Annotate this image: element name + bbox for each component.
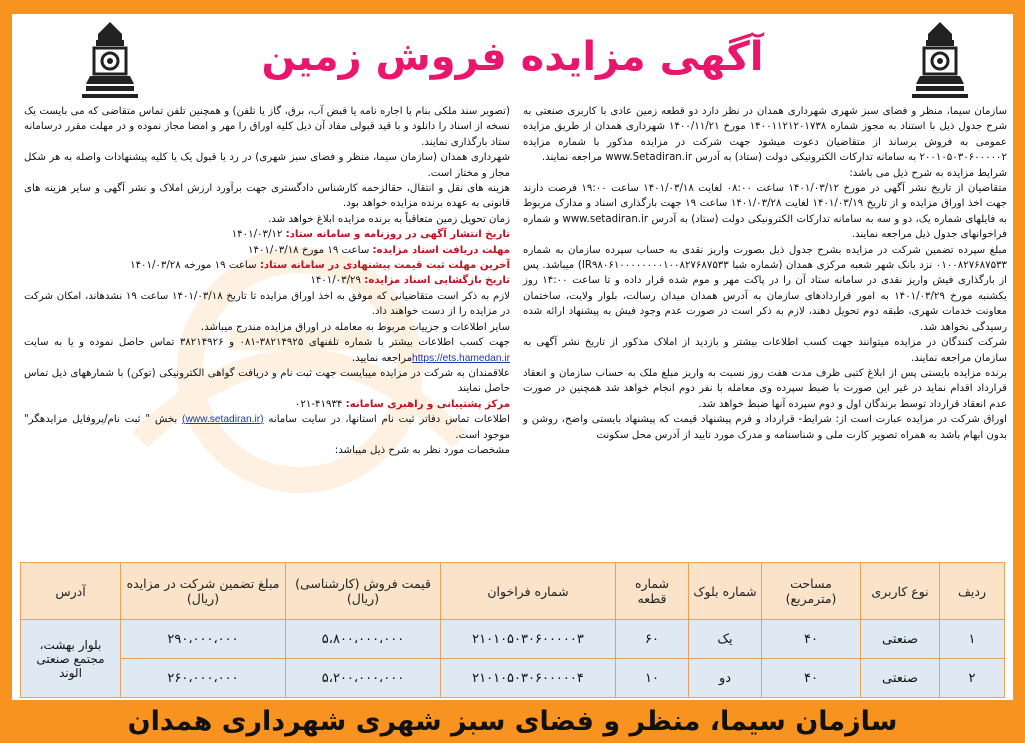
header-area: مساحت (مترمربع): [762, 563, 861, 620]
token-paragraph: علاقمندان به شرکت در مزایده میبایست جهت ثبت نام و دریافت گواهی الکترونیکی (توکن) با شمارههای ذیل تماس حاصل نمایند: [24, 367, 510, 395]
documents-paragraph: اوراق شرکت در مزایده عبارت است از: شرایط- قرارداد و فرم پیشنهاد قیمت که پیشنهاد بایستی واضح، روشن و بدون ابهام باشد به همراه تصویر کارت ملی و شناسنامه و مدرک مورد تایید از آدرس محل سکونت: [523, 414, 1007, 441]
documents-continued: (تصویر سند ملکی بنام یا اجاره نامه یا قبض آب، برق، گاز یا تلفن) و همچنین تلفن تماس متقاضی که می بایست یک نسخه از اسناد را دانلود و با قید قبولی مفاد آن ذیل کلیه اوراق را مهر و امضا مجاز نموده و در مهلت مقرر درسامانه ستاد بارگذاری نمایند.: [24, 106, 510, 148]
cell-address: بلوار بهشت، مجتمع صنعتی الوند: [21, 620, 121, 698]
left-border: [0, 0, 12, 743]
footer-organization: سازمان سیما، منظر و فضای سبز شهری شهرداری همدان: [127, 706, 898, 737]
schedule-paragraph: متقاضیان از تاریخ نشر آگهی در مورخ ۱۴۰۱/۰۳/۱۲ ساعت ۰۸:۰۰ لغایت ۱۴۰۱/۰۳/۱۸ ساعت ۱۹:۰۰ فرصت دارند جهت اخذ اوراق مزایده و از تاریخ ۱۴۰۱/۰۳/۱۹ لغایت ۱۴۰۱/۰۳/۲۸ ساعت ۱۹ جهت بارگذاری اسناد و مدارک مربوط به فایلهای شماره یک، دو و سه به سامانه تدارکات الکترونیکی دولت (ستاد) به آدرس www.setadiran.ir و شماره فراخوانهای جدول ذیل مراجعه نمایند.: [523, 183, 1007, 241]
lots-table: [20, 562, 1005, 698]
left-column: [24, 104, 510, 458]
cell-deposit: ۲۹۰،۰۰۰،۰۰۰: [121, 620, 286, 659]
receive-deadline-value: ساعت ۱۹ مورخ ۱۴۰۱/۰۳/۱۸: [248, 244, 370, 256]
cell-usage: صنعتی: [861, 620, 940, 659]
header-block: شماره بلوک: [689, 563, 762, 620]
cell-area: ۴۰: [762, 659, 861, 698]
deposit-paragraph: مبلغ سپرده تضمین شرکت در مزایده بشرح جدول ذیل بصورت واریز نقدی به حساب سپرده سازمان به شماره ۰۱۰۰۸۲۷۶۸۷۵۳۳ نزد بانک شهر شعبه مرکزی همدان (شماره شبا IR۹۸۰۶۱۰۰۰۰۰۰۰۰۱۰۰۸۲۷۶۸۷۵۳۳) میباشد. پس از بارگذاری فیش واریز نقدی در سامانه ستاد آن را در پاکت مهر و موم شده قرار داده و تا ساعت ۱۴:۰۰ روز یکشنبه مورخ ۱۴۰۱/۰۳/۲۹ به امور قراردادهای سازمان به آدرس همدان میدان رسالت، بلوار ولایت، ساختمان معاونت خدمات شهری، طبقه دوم تحویل دهند، لازم به ذکر است در صورت عدم وجود فیش به پیشنهاد ارائه شده رسیدگی نخواهد شد.: [523, 244, 1008, 333]
cell-call-number: ۲۱۰۱۰۵۰۳۰۶۰۰۰۰۰۳: [441, 620, 616, 659]
page-title: آگهی مزایده فروش زمین: [261, 34, 764, 80]
header-call-number: شماره فراخوان: [441, 563, 616, 620]
cell-row-number: ۲: [940, 659, 1005, 698]
publish-date-line: [24, 227, 510, 242]
table-row: [21, 620, 1005, 659]
cell-area: ۴۰: [762, 620, 861, 659]
details-paragraph: سایر اطلاعات و جزییات مربوط به معامله در اوراق مزایده مندرج میباشد.: [200, 321, 510, 333]
header-address: آدرس: [21, 563, 121, 620]
opening-date-line: [24, 273, 510, 288]
rights-paragraph: شهرداری همدان (سازمان سیما، منظر و فضای سبز شهری) در رد یا قبول یک یا کلیه پیشنهادات واصله به هر شکل مجاز و مختار است.: [24, 152, 510, 179]
header-usage: نوع کاربری: [861, 563, 940, 620]
contact-paragraph: [24, 335, 510, 366]
offices-text: اطلاعات تماس دفاتر ثبت نام استانها، در سایت سامانه: [268, 414, 510, 426]
cell-plot: ۶۰: [616, 620, 689, 659]
municipality-logo-icon: [908, 18, 972, 102]
header-deposit: مبلغ تضمین شرکت در مزایده (ریال): [121, 563, 286, 620]
right-column: [523, 104, 1007, 443]
opening-date-label: تاریخ بازگشایی اسناد مزایده:: [364, 275, 510, 287]
bid-deadline-value: ساعت ۱۹ مورخه ۱۴۰۱/۰۳/۲۸: [130, 260, 257, 272]
top-border: [0, 0, 1025, 14]
municipality-logo-icon: [78, 18, 142, 102]
cell-call-number: ۲۱۰۱۰۵۰۳۰۶۰۰۰۰۰۴: [441, 659, 616, 698]
note-paragraph: لازم به ذکر است متقاضیانی که موفق به اخذ اوراق مزایده تا تاریخ ۱۴۰۱/۰۳/۱۸ ساعت ۱۹ نشدهاند، امکان شرکت در مزایده را از دست خواهند داد.: [24, 290, 510, 318]
publish-date-value: ۱۴۰۱/۰۳/۱۲: [231, 229, 283, 241]
delivery-paragraph: زمان تحویل زمین متعاقباً به برنده مزایده ابلاغ خواهد شد.: [268, 213, 510, 225]
right-border: [1013, 0, 1025, 743]
table-row: [21, 659, 1005, 698]
opening-date-value: ۱۴۰۱/۰۳/۲۹: [310, 275, 361, 287]
receive-deadline-line: [24, 243, 510, 258]
intro-paragraph: سازمان سیما، منظر و فضای سبز شهری شهرداری همدان در نظر دارد دو قطعه زمین عادی با کاربری صنعتی به شرح جدول ذیل با استناد به مجوز شماره ۱۴۰۰۱۱۲۱۲۰۱۷۳۸ مورخ ۱۴۰۰/۱۱/۲۱ شهرداری همدان از طریق مزایده عمومی به فروش برساند از متقاضیان دعوت میشود جهت شرکت در مزایده مذکور با شماره مزایده ۲۰۰۱۰۵۰۳۰۶۰۰۰۰۰۲ به سامانه تدارکات الکترونیکی دولت (ستاد) به آدرس www.Setadiran.ir مراجعه نمایند.: [523, 106, 1007, 164]
conditions-heading: شرایط مزایده به شرح ذیل می باشد:: [849, 167, 1007, 179]
ets-link[interactable]: https://ets.hamedan.ir: [412, 352, 510, 364]
cell-usage: صنعتی: [861, 659, 940, 698]
specs-paragraph: مشخصات مورد نظر به شرح ذیل میباشد:: [334, 444, 510, 456]
cell-price: ۵،۲۰۰،۰۰۰،۰۰۰: [286, 659, 441, 698]
offices-paragraph: [24, 412, 510, 443]
cell-block: یک: [689, 620, 762, 659]
support-label: مرکز پشتیبانی و راهبری سامانه:: [345, 398, 510, 410]
header-plot: شماره قطعه: [616, 563, 689, 620]
cell-plot: ۱۰: [616, 659, 689, 698]
lots-table-container: [20, 562, 1005, 692]
support-value: ۴۱۹۳۴-۰۲۱: [294, 398, 343, 410]
costs-paragraph: هزینه های نقل و انتقال، حقالزحمه کارشناس دادگستری جهت برآورد ارزش املاک و نشر آگهی و سایر هزینه های قانونی به عهده برنده مزایده خواهد بود.: [24, 183, 510, 210]
table-header-row: [21, 563, 1005, 620]
offices-suffix: بخش " ثبت نام/پروفایل مزایدهگر" موجود است.: [24, 414, 510, 441]
header-row-number: ردیف: [940, 563, 1005, 620]
contact-text: جهت کسب اطلاعات بیشتر با شماره تلفنهای ۳۸۲۱۴۹۲۵-۰۸۱ و ۳۸۲۱۴۹۲۶ تماس حاصل نموده و یا به سایت: [24, 337, 510, 349]
winner-paragraph: برنده مزایده بایستی پس از ابلاغ کتبی ظرف مدت هفت روز نسبت به واریز مبلغ ملک به حساب سازمان و انعقاد قرارداد اقدام نماید در غیر این صورت با ضبط سپرده وی معامله با نفر دوم انجام خواهد شد همچنین در صورت عدم انعقاد قرارداد توسط برندگان اول و دوم سپرده آنها ضبط خواهد شد.: [523, 367, 1007, 410]
setadiran-link[interactable]: (www.setadiran.ir): [182, 414, 264, 426]
cell-block: دو: [689, 659, 762, 698]
receive-deadline-label: مهلت دریافت اسناد مزایده:: [372, 244, 510, 256]
bid-deadline-line: [24, 258, 510, 273]
publish-date-label: تاریخ انتشار آگهی در روزنامه و سامانه ستاد:: [285, 229, 510, 241]
bid-deadline-label: آخرین مهلت ثبت قیمت پیشنهادی در سامانه ستاد:: [259, 260, 510, 272]
contact-suffix: مراجعه نمایید.: [351, 352, 413, 364]
cell-row-number: ۱: [940, 620, 1005, 659]
cell-deposit: ۲۶۰،۰۰۰،۰۰۰: [121, 659, 286, 698]
cell-price: ۵،۸۰۰،۰۰۰،۰۰۰: [286, 620, 441, 659]
visit-paragraph: شرکت کنندگان در مزایده میتوانند جهت کسب اطلاعات بیشتر و بازدید از املاک مذکور از تاریخ نشر آگهی به سازمان مراجعه نمایند.: [523, 337, 1007, 364]
support-line: [24, 397, 510, 412]
header-price: قیمت فروش (کارشناسی) (ریال): [286, 563, 441, 620]
